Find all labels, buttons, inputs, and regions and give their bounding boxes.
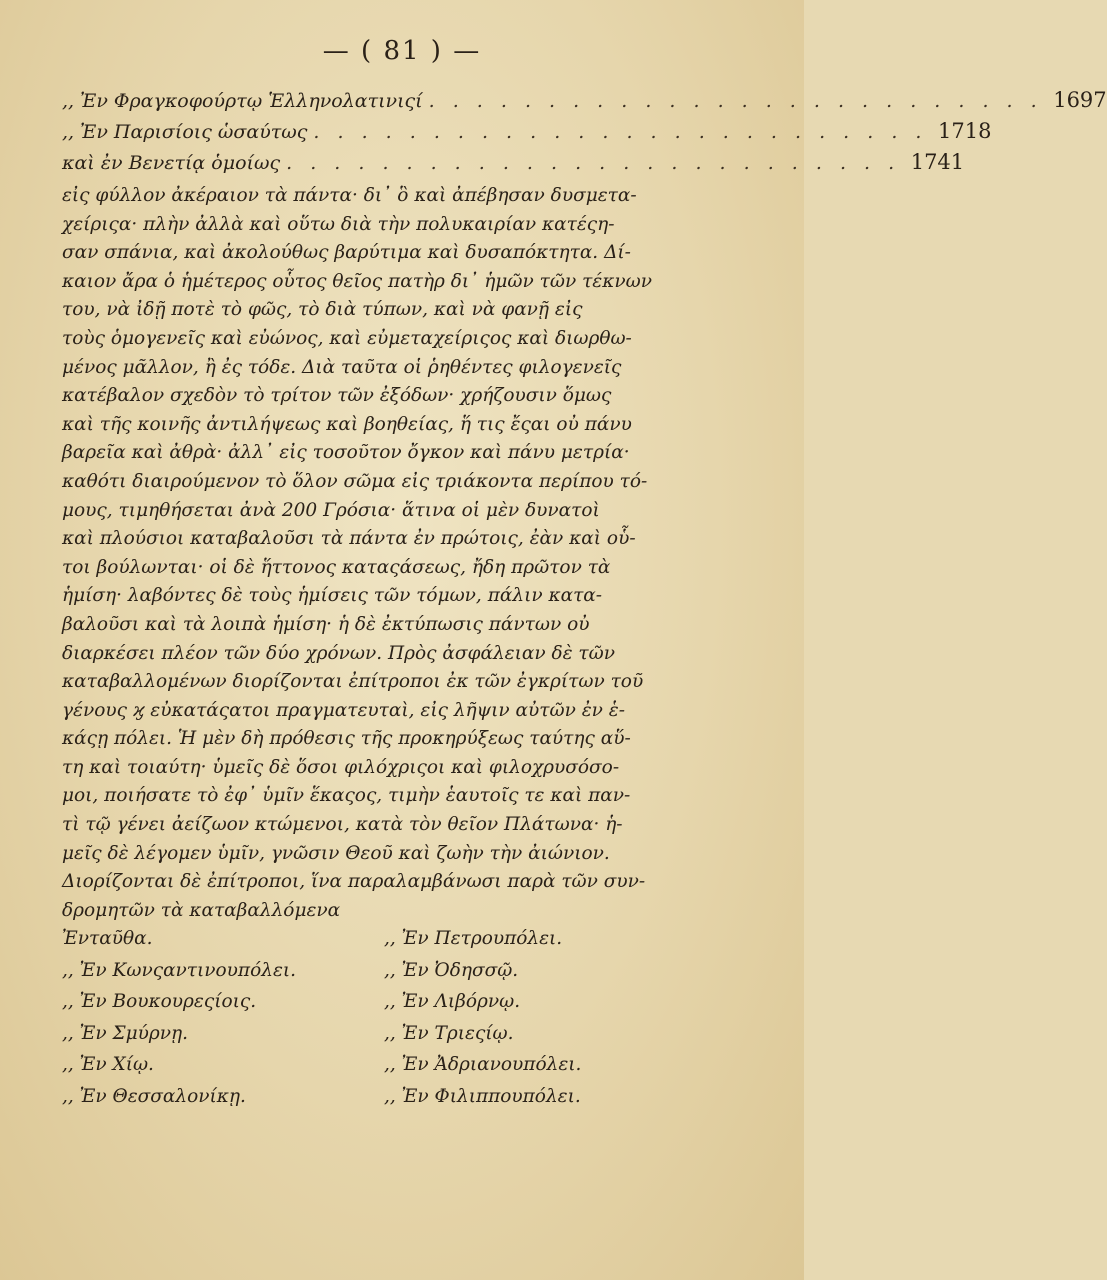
edition-year: 1741: [910, 150, 965, 174]
city-left: ,, Ἐν Θεσσαλονίκῃ.: [62, 1085, 246, 1107]
city-left: ,, Ἐν Χίῳ.: [62, 1054, 154, 1075]
edition-year: 1718: [938, 119, 992, 143]
text-line: μους, τιμηθήσεται ἀνὰ 200 Γρόσια· ἅτινα οἱ μὲν δυνατοὶ: [62, 499, 600, 521]
text-line: καιον ἄρα ὁ ἡμέτερος οὗτος θεῖος πατὴρ δι᾽ ἡμῶν τῶν τέκνων: [62, 270, 652, 292]
city-right: ,, Ἐν Λιβόρνῳ.: [384, 991, 521, 1012]
edition-row: [62, 150, 965, 181]
edition-place: ,, Ἐν Φραγκοφούρτῳ Ἑλληνολατινιςί: [62, 90, 423, 112]
cities-list: [62, 928, 702, 1117]
leader-dots: . . . . . . . . . . . . . . . . . . . . . . . . . .: [428, 90, 1043, 112]
text-line: κάςῃ πόλει. Ἡ μὲν δὴ πρόθεσις τῆς προκηρύξεως ταύτης αὕ-: [62, 728, 631, 750]
text-line: Διορίζονται δὲ ἐπίτροποι, ἵνα παραλαμβάνωσι παρὰ τῶν συν-: [62, 871, 646, 893]
edition-place: ,, Ἐν Παρισίοις ὡσαύτως: [62, 121, 308, 143]
text-line: τη καὶ τοιαύτη· ὑμεῖς δὲ ὅσοι φιλόχριςοι καὶ φιλοχρυσόσο-: [62, 756, 620, 778]
edition-row: [62, 88, 1107, 119]
text-line: ἡμίση· λαβόντες δὲ τοὺς ἡμίσεις τῶν τόμων, πάλιν κατα-: [62, 585, 603, 607]
text-line: βαρεῖα καὶ ἀθρὰ· ἀλλ᾽ εἰς τοσοῦτον ὄγκον καὶ πάνυ μετρία·: [62, 442, 630, 464]
text-line: χείριςα· πλὴν ἀλλὰ καὶ οὕτω διὰ τὴν πολυκαιρίαν κατέςη-: [62, 213, 615, 235]
text-line: δρομητῶν τὰ καταβαλλόμενα: [62, 899, 341, 921]
page-number: — ( 81 ) —: [322, 36, 482, 66]
text-line: διαρκέσει πλέον τῶν δύο χρόνων. Πρὸς ἀσφάλειαν δὲ τῶν: [62, 642, 615, 664]
text-line: βαλοῦσι καὶ τὰ λοιπὰ ἡμίση· ἡ δὲ ἐκτύπωσις πάντων οὐ: [62, 613, 590, 635]
text-line: του, νὰ ἰδῇ ποτὲ τὸ φῶς, τὸ διὰ τύπων, καὶ νὰ φανῇ εἰς: [62, 299, 583, 321]
city-right: ,, Ἐν Φιλιππουπόλει.: [384, 1085, 581, 1107]
body-paragraph: [62, 182, 686, 925]
text-line: μεῖς δὲ λέγομεν ὑμῖν, γνῶσιν Θεοῦ καὶ ζωὴν τὴν ἀιώνιον.: [62, 842, 610, 864]
text-line: μοι, ποιήσατε τὸ ἐφ᾽ ὑμῖν ἕκαςος, τιμὴν ἑαυτοῖς τε καὶ παν-: [62, 785, 631, 807]
edition-year: 1697: [1053, 88, 1107, 112]
leader-dots: . . . . . . . . . . . . . . . . . . . . . . . . . .: [286, 152, 901, 174]
text-line: καὶ τῆς κοινῆς ἀντιλήψεως καὶ βοηθείας, ἥ τις ἔςαι οὐ πάνυ: [62, 413, 632, 435]
text-line: μένος μᾶλλον, ἢ ἐς τόδε. Διὰ ταῦτα οἱ ῥηθέντες φιλογενεῖς: [62, 356, 622, 378]
edition-row: [62, 119, 992, 150]
text-line: τὶ τῷ γένει ἀείζωον κτώμενοι, κατὰ τὸν θεῖον Πλάτωνα· ἡ-: [62, 814, 623, 836]
text-line: τοι βούλωνται· οἱ δὲ ἥττονος καταςάσεως, ἤδη πρῶτον τὰ: [62, 556, 611, 578]
text-line: σαν σπάνια, καὶ ἀκολούθως βαρύτιμα καὶ δυσαπόκτητα. Δί-: [62, 242, 631, 264]
text-line: καθότι διαιρούμενον τὸ ὅλον σῶμα εἰς τριάκοντα περίπου τό-: [62, 470, 648, 492]
text-line: κατέβαλον σχεδὸν τὸ τρίτον τῶν ἐξόδων· χρήζουσιν ὅμως: [62, 385, 612, 407]
text-line: καὶ πλούσιοι καταβαλοῦσι τὰ πάντα ἐν πρώτοις, ἐὰν καὶ οὗ-: [62, 528, 636, 550]
edition-place: καὶ ἐν Βενετίᾳ ὁμοίως: [62, 152, 281, 174]
city-right: ,, Ἐν Ἀδριανουπόλει.: [384, 1054, 582, 1075]
city-left: ,, Ἐν Σμύρνῃ.: [62, 1022, 188, 1044]
city-right: ,, Ἐν Τριεςίῳ.: [384, 1022, 514, 1044]
city-right: ,, Ἐν Πετρουπόλει.: [384, 928, 563, 949]
leader-dots: . . . . . . . . . . . . . . . . . . . . . . . . . .: [313, 121, 928, 143]
city-right: ,, Ἐν Ὀδησσῷ.: [384, 959, 519, 981]
text-line: εἰς φύλλον ἀκέραιον τὰ πάντα· δι᾽ ὃ καὶ ἀπέβησαν δυσμετα-: [62, 185, 637, 206]
text-line: τοὺς ὁμογενεῖς καὶ εὐώνος, καὶ εὐμεταχείριςος καὶ διωρθω-: [62, 327, 632, 349]
city-left: ,, Ἐν Κωνςαντινουπόλει.: [62, 959, 297, 981]
editions-list: [62, 88, 1107, 181]
city-left: Ἐνταῦθα.: [62, 928, 153, 949]
text-line: καταβαλλομένων διορίζονται ἐπίτροποι ἐκ τῶν ἐγκρίτων τοῦ: [62, 671, 644, 693]
city-left: ,, Ἐν Βουκουρεςίοις.: [62, 991, 257, 1012]
text-line: γένους ϗ εὐκατάςατοι πραγματευταὶ, εἰς λῆψιν αὐτῶν ἐν ἑ-: [62, 699, 625, 721]
